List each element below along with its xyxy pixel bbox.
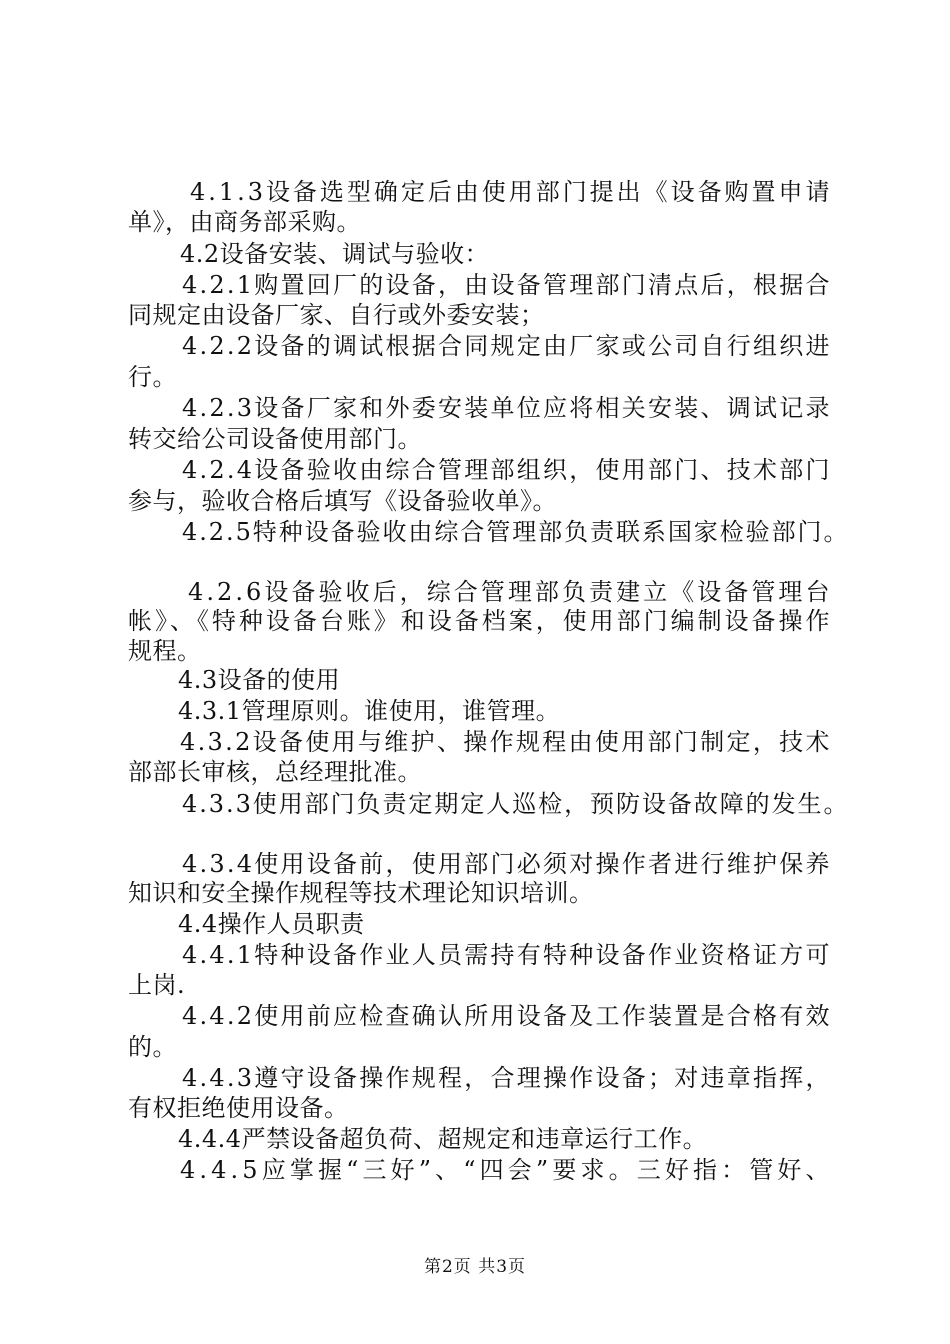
text-line: 4.1.3设备选型确定后由使用部门提出《设备购置申请	[190, 178, 833, 206]
text-line: 的。	[128, 1033, 177, 1061]
text-line: 4.4.4严禁设备超负荷、超规定和违章运行工作。	[178, 1125, 708, 1153]
text-line: 4.2.5特种设备验收由综合管理部负责联系国家检验部门。	[182, 518, 850, 546]
text-line: 规程。	[128, 637, 202, 665]
text-line: 知识和安全操作规程等技术理论知识培训。	[128, 879, 594, 907]
text-line: 参与，验收合格后填写《设备验收单》。	[128, 487, 557, 515]
text-line: 4.4.3遵守设备操作规程，合理操作设备；对违章指挥，	[182, 1064, 832, 1092]
text-line: 4.3.3使用部门负责定期定人巡检，预防设备故障的发生。	[182, 790, 850, 818]
text-line: 转交给公司设备使用部门。	[128, 425, 422, 453]
page-footer: 第2页 共3页	[423, 1257, 527, 1277]
text-line: 有权拒绝使用设备。	[128, 1094, 349, 1122]
text-line: 4.4.5应掌握“三好”、“四会”要求。三好指：管好、	[180, 1156, 834, 1184]
text-line: 行。	[128, 363, 177, 391]
text-line: 4.2.4设备验收由综合管理部组织，使用部门、技术部门	[182, 456, 832, 484]
text-line: 4.3.1管理原则。谁使用，谁管理。	[178, 697, 561, 725]
text-line: 4.2.1购置回厂的设备，由设备管理部门清点后，根据合	[182, 271, 832, 299]
text-line: 4.3设备的使用	[178, 666, 341, 694]
text-line: 4.3.4使用设备前，使用部门必须对操作者进行维护保养	[182, 850, 832, 878]
text-line: 同规定由设备厂家、自行或外委安装；	[128, 301, 545, 329]
text-line: 4.3.2设备使用与维护、操作规程由使用部门制定，技术	[180, 728, 832, 756]
text-line: 上岗.	[128, 971, 186, 999]
text-line: 单》，由商务部采购。	[128, 208, 361, 236]
text-line: 4.4.2使用前应检查确认所用设备及工作装置是合格有效	[182, 1002, 832, 1030]
text-line: 4.4.1特种设备作业人员需持有特种设备作业资格证方可	[182, 941, 832, 969]
text-line: 帐》、《特种设备台账》和设备档案，使用部门编制设备操作	[128, 607, 833, 635]
text-line: 4.4操作人员职责	[178, 910, 365, 938]
text-line: 4.2设备安装、调试与验收：	[180, 240, 490, 268]
text-line: 4.2.3设备厂家和外委安装单位应将相关安装、调试记录	[182, 394, 832, 422]
text-line: 4.2.2设备的调试根据合同规定由厂家或公司自行组织进	[182, 332, 832, 360]
text-line: 4.2.6设备验收后，综合管理部负责建立《设备管理台	[188, 578, 833, 606]
text-line: 部部长审核，总经理批准。	[128, 758, 422, 786]
